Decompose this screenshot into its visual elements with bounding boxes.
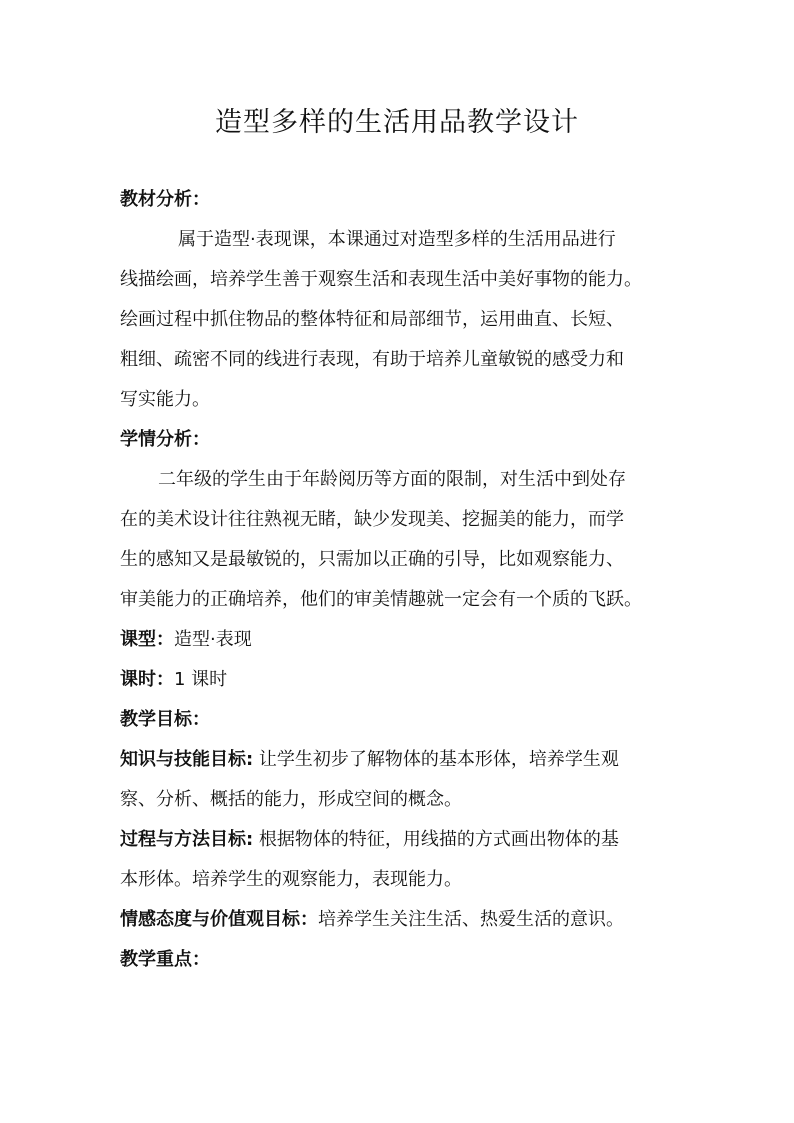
material-line: 属于造型·表现课，本课通过对造型多样的生活用品进行 — [178, 229, 616, 250]
lesson-time-label: 课时： — [120, 669, 174, 690]
emotion-goal-label: 情感态度与价值观目标： — [120, 909, 318, 930]
student-line: 在的美术设计往往熟视无睹，缺少发现美、挖掘美的能力，而学 — [120, 509, 624, 530]
lesson-type-row — [120, 620, 680, 660]
material-line: 写实能力。 — [120, 389, 210, 410]
material-analysis-heading: 教材分析： — [120, 189, 210, 210]
document-body — [120, 180, 680, 980]
process-goal-text: 根据物体的特征，用线描的方式画出物体的基 — [253, 829, 619, 850]
student-line: 生的感知又是最敏锐的，只需加以正确的引导，比如观察能力、 — [120, 549, 624, 570]
knowledge-goal-line: 察、分析、概括的能力，形成空间的概念。 — [120, 789, 462, 810]
material-line: 粗细、疏密不同的线进行表现，有助于培养儿童敏锐的感受力和 — [120, 349, 624, 370]
student-line: 审美能力的正确培养，他们的审美情趣就一定会有一个质的飞跃。 — [120, 589, 642, 610]
lesson-time-value: 1 课时 — [174, 669, 228, 690]
process-goal-row — [120, 820, 680, 860]
teaching-key-points-heading: 教学重点： — [120, 949, 210, 970]
material-line: 线描绘画，培养学生善于观察生活和表现生活中美好事物的能力。 — [120, 269, 642, 290]
process-goal-label: 过程与方法目标: — [120, 829, 254, 850]
knowledge-goal-row — [120, 740, 680, 780]
lesson-time-row — [120, 660, 680, 700]
emotion-goal-text: 培养学生关注生活、热爱生活的意识。 — [318, 909, 624, 930]
student-analysis-heading: 学情分析： — [120, 429, 210, 450]
knowledge-goal-label: 知识与技能目标: — [120, 749, 254, 770]
student-line: 二年级的学生由于年龄阅历等方面的限制，对生活中到处存 — [158, 469, 626, 490]
material-line: 绘画过程中抓住物品的整体特征和局部细节，运用曲直、长短、 — [120, 309, 624, 330]
emotion-goal-row — [120, 900, 680, 940]
teaching-goals-heading: 教学目标： — [120, 709, 210, 730]
knowledge-goal-text: 让学生初步了解物体的基本形体，培养学生观 — [253, 749, 619, 770]
process-goal-line: 本形体。培养学生的观察能力，表现能力。 — [120, 869, 462, 890]
lesson-type-value: 造型·表现 — [174, 629, 252, 650]
document-title: 造型多样的生活用品教学设计 — [215, 107, 579, 138]
lesson-type-label: 课型： — [120, 629, 174, 650]
